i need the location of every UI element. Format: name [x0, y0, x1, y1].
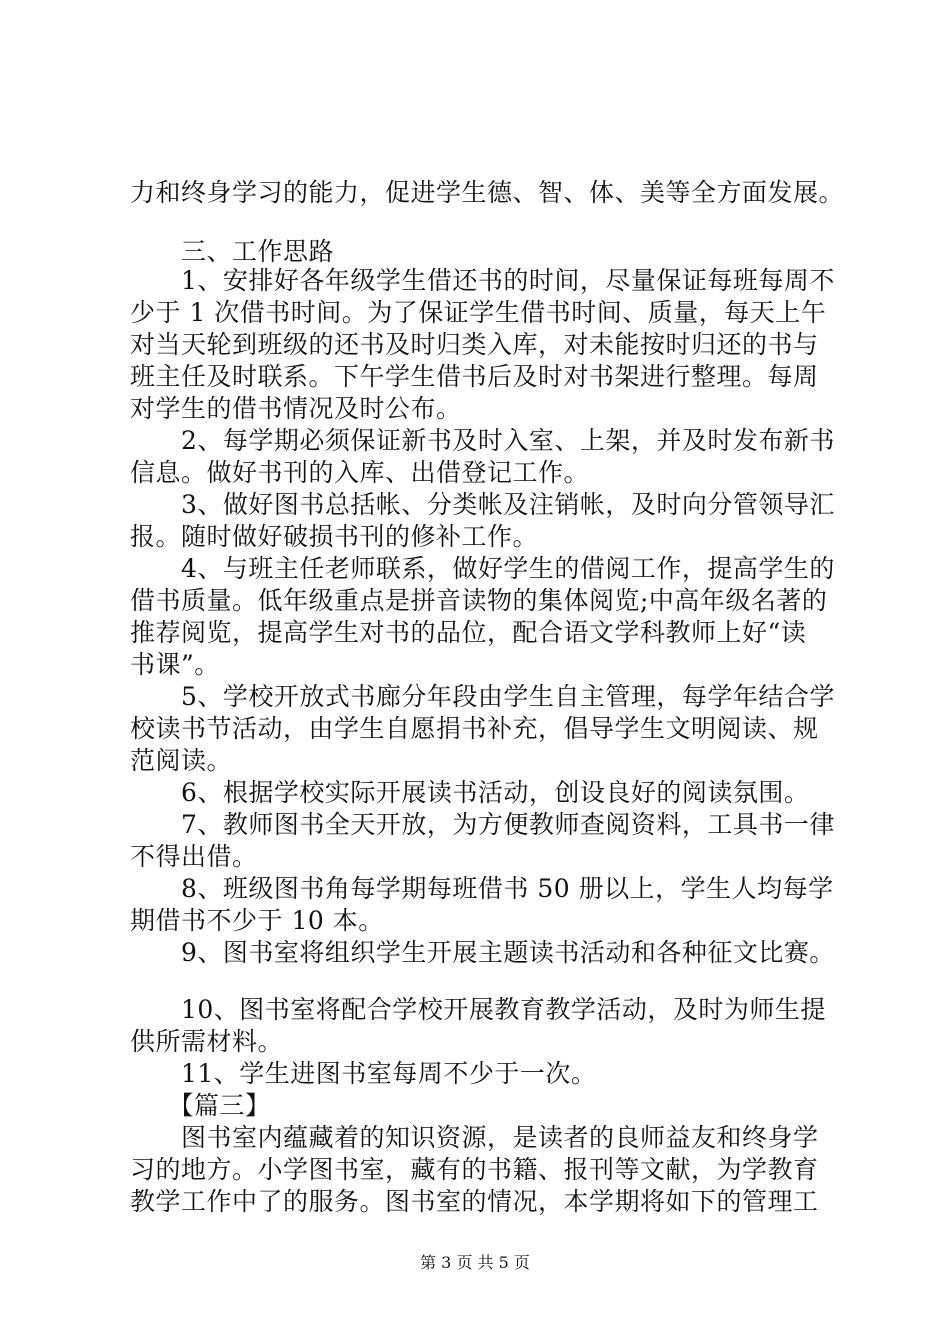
- text-line: 供所需材料。: [130, 1027, 284, 1056]
- text-line: 力和终身学习的能力，促进学生德、智、体、美等全方面发展。: [130, 178, 845, 207]
- text-line: 2、每学期必须保证新书及时入室、上架，并及时发布新书: [130, 426, 835, 455]
- text-line: 推荐阅览，提高学生对书的品位，配合语文学科教师上好“读: [130, 618, 807, 647]
- text-line: 报。随时做好破损书刊的修补工作。: [130, 522, 539, 551]
- text-line: 不得出借。: [130, 842, 258, 871]
- text-line: 图书室内蕴藏着的知识资源，是读者的良师益友和终身学: [130, 1123, 819, 1152]
- text-line: 对当天轮到班级的还书及时归类入库，对未能按时归还的书与: [130, 330, 819, 359]
- text-line: 范阅读。: [130, 746, 233, 775]
- text-line: 信息。做好书刊的入库、出借登记工作。: [130, 458, 590, 487]
- text-line: 3、做好图书总括帐、分类帐及注销帐，及时向分管领导汇: [130, 490, 835, 519]
- text-line: 校读书节活动，由学生自愿捐书补充，倡导学生文明阅读、规: [130, 714, 819, 743]
- text-line: 10、图书室将配合学校开展教育教学活动，及时为师生提: [130, 995, 826, 1024]
- text-line: 期借书不少于 10 本。: [130, 906, 384, 935]
- text-line: 少于 1 次借书时间。为了保证学生借书时间、质量，每天上午: [130, 298, 827, 327]
- text-line: 6、根据学校实际开展读书活动，创设良好的阅读氛围。: [130, 778, 810, 807]
- text-line: 1、安排好各年级学生借还书的时间，尽量保证每班每周不: [130, 266, 835, 295]
- text-line: 班主任及时联系。下午学生借书后及时对书架进行整理。每周: [130, 362, 819, 391]
- text-line: 对学生的借书情况及时公布。: [130, 394, 462, 423]
- text-line: 4、与班主任老师联系，做好学生的借阅工作，提高学生的: [130, 554, 835, 583]
- text-line: 习的地方。小学图书室，藏有的书籍、报刊等文献，为学教育: [130, 1155, 819, 1184]
- section-heading: 三、工作思路: [130, 237, 335, 266]
- text-line: 借书质量。低年级重点是拼音读物的集体阅览;中高年级名著的: [130, 586, 828, 615]
- section-heading: 【篇三】: [130, 1091, 271, 1120]
- text-line: 7、教师图书全天开放，为方便教师查阅资料，工具书一律: [130, 810, 835, 839]
- text-line: 8、班级图书角每学期每班借书 50 册以上，学生人均每学: [130, 874, 834, 903]
- text-line: 9、图书室将组织学生开展主题读书活动和各种征文比赛。: [130, 938, 835, 967]
- text-line: 11、学生进图书室每周不少于一次。: [130, 1059, 597, 1088]
- text-line: 教学工作中了的服务。图书室的情况，本学期将如下的管理工: [130, 1187, 819, 1216]
- text-line: 5、学校开放式书廊分年段由学生自主管理，每学年结合学: [130, 682, 835, 711]
- page-number: 第 3 页 共 5 页: [420, 1253, 530, 1272]
- text-line: 书课”。: [130, 650, 220, 679]
